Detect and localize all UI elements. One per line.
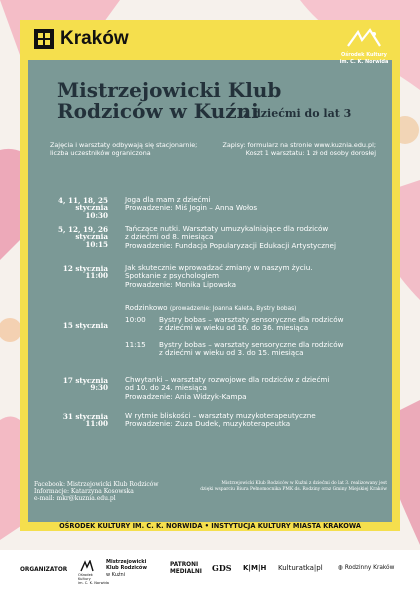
gds-logo: GDS xyxy=(212,563,232,573)
email-link[interactable]: e-mail: mkr@kuznia.edu.pl xyxy=(34,495,116,503)
event-desc: Joga dla mam z dziećmi Prowadzenie: Miś Jogin – Anna Wołos xyxy=(125,195,258,213)
info-left-line2: liczba uczestników ograniczona xyxy=(50,149,151,157)
media-patrons-label: PATRONI MEDIALNI xyxy=(170,562,202,575)
event-desc: W rytmie bliskości – warsztaty muzykoterapeutyczne Prowadzenie: Zuza Dudek, muzykoterapeutka xyxy=(125,411,316,429)
title-line1: Mistrzejowicki Klub xyxy=(57,78,282,102)
title-line2: Rodziców w Kuźni xyxy=(57,99,259,123)
krakow-logo-icon xyxy=(34,29,54,49)
okn-small-text: Ośrodek Kultury im. C. K. Norwida xyxy=(78,573,110,586)
okn-logo xyxy=(334,28,394,65)
rodzinny-icon: ◍ xyxy=(338,565,344,571)
info-left-line1: Zajęcia i warsztaty odbywają się stacjonarnie; xyxy=(50,141,198,149)
info-right-line2: Koszt 1 warsztatu: 1 zł od osoby dorosłej xyxy=(245,149,376,157)
institution-band: OŚRODEK KULTURY IM. C. K. NORWIDA • INSTYTUCJA KULTURY MIASTA KRAKOWA xyxy=(59,522,361,530)
info-right xyxy=(186,141,376,157)
partners-bar xyxy=(0,550,420,594)
event-desc: Tańczące nutki. Warsztaty umuzykalniające dla rodziców z dziećmi od 8. miesiąca Prowadzenie: Fundacja Popularyzacji Edukacji Artystycznej xyxy=(125,224,336,250)
okn-mark-icon xyxy=(344,28,384,50)
event-date: 17 stycznia 9:30 xyxy=(62,376,108,393)
okn-name-line1: Ośrodek Kultury xyxy=(341,52,387,58)
facebook-link[interactable]: Facebook: Mistrzejowicki Klub Rodziców xyxy=(34,481,159,488)
kmh-logo: K|M|H xyxy=(243,564,267,572)
okn-small-logo-icon xyxy=(80,560,94,572)
event-date: 12 stycznia 11:00 xyxy=(62,264,108,281)
contact-person: Informacje: Katarzyna Kosowska xyxy=(34,488,134,496)
krakow-wordmark: Kraków xyxy=(60,28,129,49)
event-date: 15 stycznia xyxy=(62,321,108,330)
kulturatka-logo: Kulturatka|pl xyxy=(278,564,323,572)
event-desc: Rodzinkowo (prowadzenie: Joanna Kaleta, Bystry bobas) xyxy=(125,303,297,312)
info-right-line1: Zapisy: formularz na stronie www.kuznia.edu.pl; xyxy=(222,141,376,149)
organizer-label: ORGANIZATOR xyxy=(20,567,68,573)
mkr-logo-text: Mistrzejowicki Klub Rodziców w Kuźni xyxy=(106,559,147,578)
rodzinny-krakow-logo: ◍ Rodzinny Kraków xyxy=(338,565,395,571)
event-desc: Jak skutecznie wprowadzać zmiany w naszym życiu. Spotkanie z psychologiem Prowadzenie: Monika Lipowska xyxy=(125,263,313,289)
event-date: 31 stycznia 11:00 xyxy=(62,412,108,429)
krakow-brand xyxy=(34,28,129,50)
funding-note: Mistrzejowicki Klub Rodziców w Kuźni z dziećmi do lat 3. realizowany jest dzięki wsparciu Biura Pełnomocnika PMK ds. Rodziny oraz Gminy Miejskiej Kraków xyxy=(200,481,387,492)
event-desc: Chwytanki – warsztaty rozwojowe dla rodziców z dziećmi od 10. do 24. miesiąca Prowadzenie: Ania Widzyk-Kampa xyxy=(125,375,330,401)
content-panel xyxy=(28,60,392,522)
okn-name-line2: im. C. K. Norwida xyxy=(339,58,389,65)
event-date: 5, 12, 19, 26 stycznia 10:15 xyxy=(57,225,108,249)
page-subtitle: z dziećmi do lat 3 xyxy=(243,107,352,120)
contact-info xyxy=(34,481,194,503)
event-date: 4, 11, 18, 25 stycznia 10:30 xyxy=(57,196,108,220)
